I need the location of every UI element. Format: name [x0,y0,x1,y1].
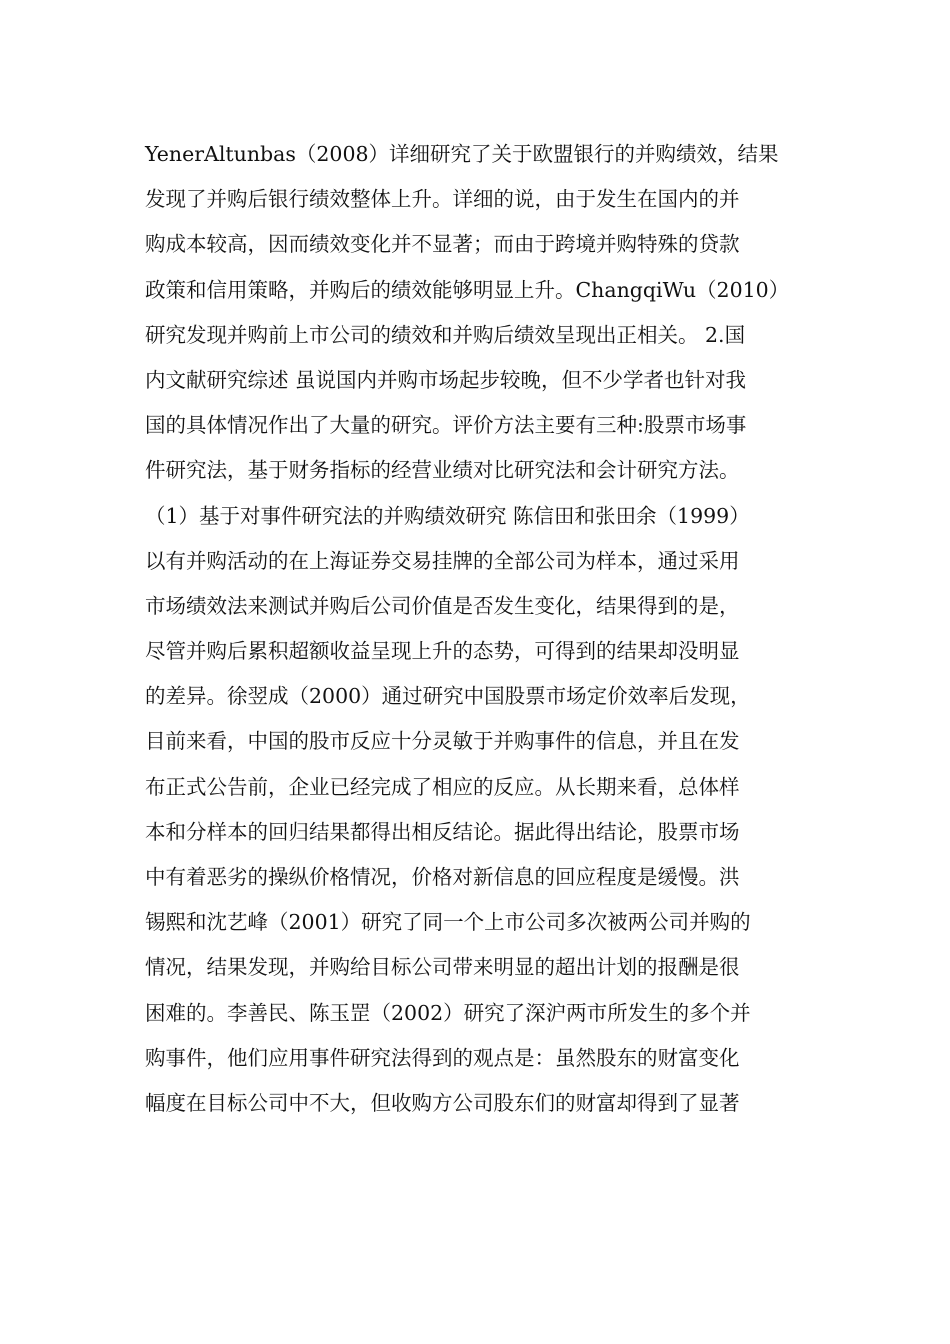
text-line: 目前来看，中国的股市反应十分灵敏于并购事件的信息，并且在发 [145,729,740,754]
text-line: 购成本较高，因而绩效变化并不显著；而由于跨境并购特殊的贷款 [145,232,740,257]
text-line: 困难的。李善民、陈玉罡（2002）研究了深沪两市所发生的多个并 [145,1000,751,1025]
text-line: （1）基于对事件研究法的并购绩效研究 陈信田和张田余（1999） [145,503,750,528]
text-line: 中有着恶劣的操纵价格情况，价格对新信息的回应程度是缓慢。洪 [145,865,740,889]
text-line: 的差异。徐翌成（2000）通过研究中国股票市场定价效率后发现， [145,684,751,709]
text-line: 以有并购活动的在上海证券交易挂牌的全部公司为样本，通过采用 [145,548,740,573]
text-line: 本和分样本的回归结果都得出相反结论。据此得出结论，股票市场 [145,819,740,844]
text-line: 市场绩效法来测试并购后公司价值是否发生变化，结果得到的是， [145,593,740,618]
text-line: 研究发现并购前上市公司的绩效和并购后绩效呈现出正相关。 2.国 [145,322,746,347]
text-line: 件研究法，基于财务指标的经营业绩对比研究法和会计研究方法。 [145,458,740,483]
text-line: 购事件，他们应用事件研究法得到的观点是：虽然股东的财富变化 [145,1045,740,1070]
text-line: 政策和信用策略，并购后的绩效能够明显上升。ChangqiWu（2010） [145,277,790,302]
text-line: 幅度在目标公司中不大，但收购方公司股东们的财富却得到了显著 [145,1090,740,1115]
text-line: 发现了并购后银行绩效整体上升。详细的说，由于发生在国内的并 [145,187,740,212]
text-line: 布正式公告前，企业已经完成了相应的反应。从长期来看，总体样 [145,774,740,799]
text-line: 内文献研究综述 虽说国内并购市场起步较晚，但不少学者也针对我 [145,367,747,392]
text-line: 情况，结果发现，并购给目标公司带来明显的超出计划的报酬是很 [145,955,740,980]
text-line: 尽管并购后累积超额收益呈现上升的态势，可得到的结果却没明显 [145,639,740,664]
body-text [145,132,815,1126]
text-line: 锡熙和沈艺峰（2001）研究了同一个上市公司多次被两公司并购的 [145,910,751,935]
text-line: YenerAltunbas（2008）详细研究了关于欧盟银行的并购绩效，结果 [145,142,779,166]
text-line: 国的具体情况作出了大量的研究。评价方法主要有三种:股票市场事 [145,413,747,438]
